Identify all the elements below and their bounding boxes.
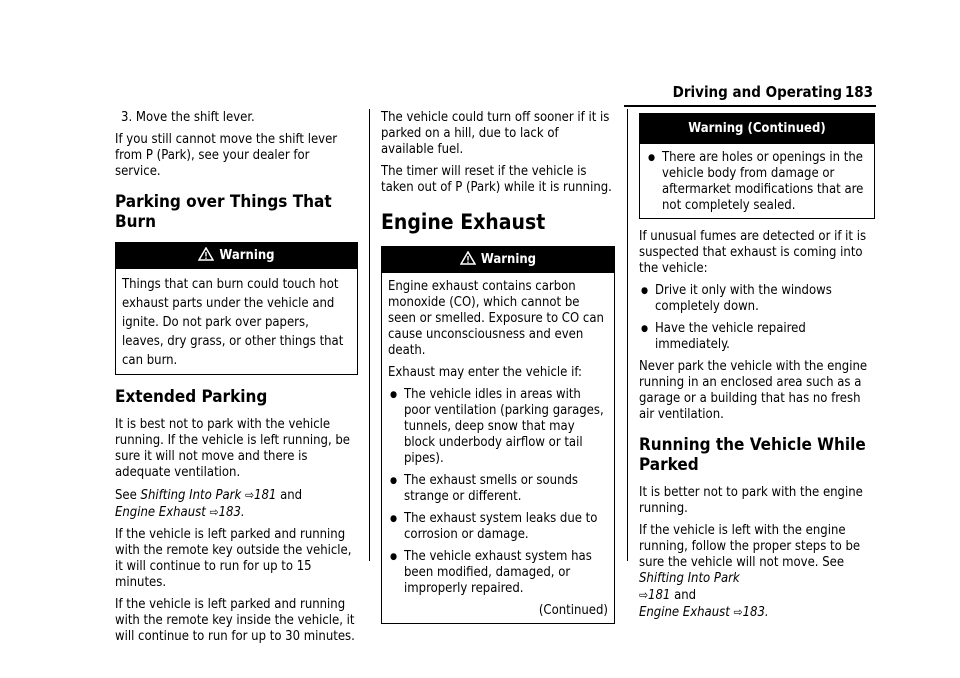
warning-body <box>640 144 874 218</box>
list-item: ● Have the vehicle repaired immediately. <box>639 321 875 353</box>
bullet-list <box>639 283 875 353</box>
warning-body <box>116 269 357 374</box>
link-engine-exhaust[interactable]: Engine Exhaust <box>115 505 206 520</box>
list-item: ● Drive it only with the windows completely down. <box>639 283 875 315</box>
paragraph: The vehicle could turn off sooner if it is parked on a hill, due to lack of available fuel. <box>381 110 610 157</box>
paragraph: It is better not to park with the engine running. <box>639 485 863 516</box>
paragraph: Never park the vehicle with the engine running in an enclosed area such as a garage or a building that has no fresh air ventilation. <box>639 359 868 422</box>
warning-text: Engine exhaust contains carbon monoxide (CO), which cannot be seen or smelled. Exposure to CO can cause unconsciousness and even death. <box>388 279 604 358</box>
link-engine-exhaust[interactable]: Engine Exhaust <box>639 605 730 620</box>
paragraph: If unusual fumes are detected or if it is suspected that exhaust is coming into the vehicle: <box>639 229 867 276</box>
warning-box-continued <box>639 113 875 219</box>
reference-arrow-icon: ⇨ <box>244 488 255 502</box>
list-item: ● The vehicle idles in areas with poor ventilation (parking garages, tunnels, deep snow that may block underbody airflow or tail pipes). <box>388 387 608 467</box>
link-page[interactable]: 183 <box>218 505 241 520</box>
heading-running-while-parked: Running the Vehicle While Parked <box>639 435 866 475</box>
warning-box <box>115 242 358 375</box>
column-divider <box>369 109 370 561</box>
link-page[interactable]: 181 <box>648 588 671 603</box>
section-title: Driving and Operating <box>672 83 842 101</box>
reference-arrow-icon: ⇨ <box>733 605 743 619</box>
paragraph: If you still cannot move the shift lever from P (Park), see your dealer for service. <box>115 132 338 179</box>
warning-header: Warning (Continued) <box>640 114 874 144</box>
paragraph: The timer will reset if the vehicle is taken out of P (Park) while it is running. <box>381 164 612 195</box>
warning-list <box>388 387 608 597</box>
heading-engine-exhaust: Engine Exhaust <box>381 210 546 234</box>
paragraph: It is best not to park with the vehicle running. If the vehicle is left running, be sure it will not move and there is adequate ventilation. <box>115 417 350 480</box>
list-item: ● The vehicle exhaust system has been modified, damaged, or improperly repaired. <box>388 549 608 597</box>
warning-header <box>116 243 357 269</box>
warning-triangle-icon <box>198 247 214 261</box>
list-item: ● The exhaust system leaks due to corrosion or damage. <box>388 511 608 543</box>
warning-box <box>381 246 615 624</box>
link-page[interactable]: 183 <box>742 605 765 620</box>
warning-body <box>382 273 614 623</box>
header-rule <box>624 105 876 107</box>
step-3: 3. Move the shift lever. <box>121 110 255 125</box>
page-header <box>0 83 960 113</box>
warning-triangle-icon <box>460 251 476 265</box>
warning-text: Exhaust may enter the vehicle if: <box>388 365 582 380</box>
continued-label: (Continued) <box>538 603 608 618</box>
link-page[interactable]: 181 <box>254 488 277 503</box>
reference-arrow-icon: ⇨ <box>639 588 649 602</box>
warning-text: Things that can burn could touch hot exhaust parts under the vehicle and ignite. Do not park over papers, leaves, dry grass, or other things that can burn. <box>122 277 344 368</box>
paragraph: If the vehicle is left parked and running with the remote key inside the vehicle, it will continue to run for up to 30 minutes. <box>115 597 355 644</box>
warning-title: Warning <box>480 252 537 267</box>
reference-arrow-icon: ⇨ <box>209 505 219 519</box>
cross-reference-paragraph: See Shifting Into Park ⇨181 and Engine Exhaust ⇨183. <box>115 488 303 520</box>
column-divider <box>627 109 628 561</box>
heading-parking-over-things: Parking over Things That Burn <box>115 192 332 232</box>
cross-reference-paragraph: If the vehicle is left with the engine running, follow the proper steps to be sure the vehicle will not move. See Shifting Into Park ⇨181 and Engine Exhaust ⇨183. <box>639 523 861 620</box>
warning-title: Warning <box>219 248 275 263</box>
warning-header <box>382 247 614 273</box>
list-item: ● There are holes or openings in the vehicle body from damage or aftermarket modifications that are not completely sealed. <box>646 150 868 214</box>
column-1 <box>115 110 358 651</box>
page-number: 183 <box>844 83 873 101</box>
link-shifting-into-park[interactable]: Shifting Into Park <box>639 571 740 586</box>
list-item: ● The exhaust smells or sounds strange or different. <box>388 473 608 505</box>
paragraph: If the vehicle is left parked and running with the remote key outside the vehicle, it will continue to run for up to 15 minutes. <box>115 527 352 590</box>
link-shifting-into-park[interactable]: Shifting Into Park <box>140 488 242 503</box>
column-3 <box>639 110 875 627</box>
column-2 <box>381 110 615 634</box>
heading-extended-parking: Extended Parking <box>115 387 268 407</box>
warning-list <box>646 150 868 214</box>
